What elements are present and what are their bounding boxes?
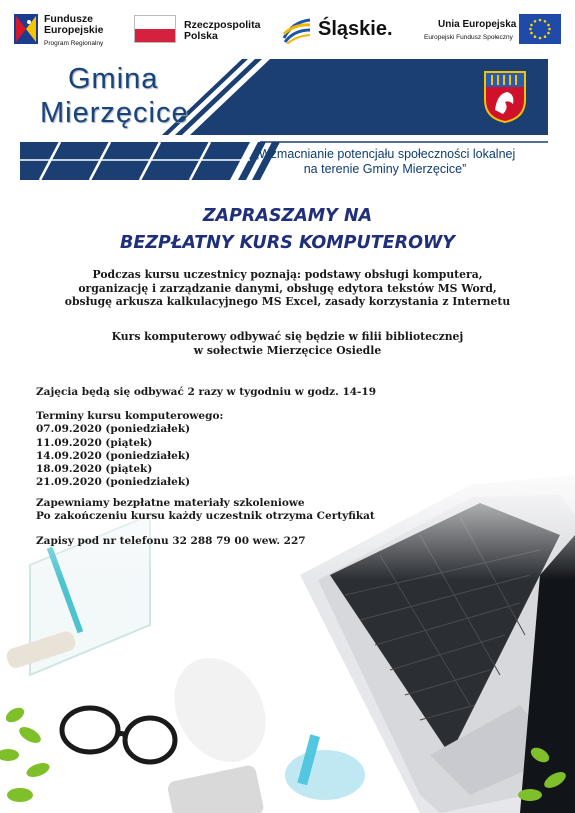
fundusze-europejskie-logo [14,14,38,44]
rzeczpospolita-logo-text: Rzeczpospolita Polska [184,19,261,42]
list-item: 21.09.2020 (poniedziałek) [36,476,191,489]
list-item: 18.09.2020 (piątek) [36,463,153,476]
course-notes: Zapewniamy bezpłatne materiały szkoleniowe Po zakończeniu kursu każdy uczestnik otrzyma Certyfikat [36,497,375,523]
eu-flag-icon [519,14,561,44]
schedule-text: Zajęcia będą się odbywać 2 razy w tygodniu w godz. 14-19 [36,386,377,398]
slaskie-waves-icon [282,16,312,44]
terms-heading: Terminy kursu komputerowego: [36,410,224,422]
poland-flag-icon [134,15,176,43]
eu-funds-star-icon [14,14,38,44]
page-title: ZAPRASZAMY NA BEZPŁATNY KURS KOMPUTEROWY [120,206,455,253]
gmina-coat-of-arms-icon [483,70,527,124]
slaskie-logo-text: Śląskie. [318,18,393,40]
contact-text: Zapisy pod nr telefonu 32 288 79 00 wew. 227 [36,535,306,547]
fundusze-logo-subtext: Program Regionalny [44,40,104,47]
course-terms [36,410,223,490]
course-location: Kurs komputerowy odbywać się będzie w filii bibliotecznej w sołectwie Mierzęcice Osiedle [111,330,464,357]
list-item: 11.09.2020 (piątek) [36,436,153,449]
ue-logo-text: Unia Europejska [438,19,517,30]
gmina-name: Gmina Mierzęcice [40,63,189,129]
project-slogan: „Wzmacnianie potencjału społeczności lokalnej na terenie Gminy Mierzęcice” [254,147,516,176]
fundusze-logo-text: Fundusze Europejskie [44,13,104,36]
ue-logo-subtext: Europejski Fundusz Społeczny [424,34,513,41]
list-item: 14.09.2020 (poniedziałek) [36,449,191,462]
list-item: 07.09.2020 (poniedziałek) [36,423,191,436]
course-intro: Podczas kursu uczestnicy poznają: podstawy obsługi komputera, organizację i zarządzanie danymi, obsługę edytora tekstów MS Word, obsługę arkusza kalkulacyjnego MS Excel, zasady korzystania z Internetu [64,268,511,308]
